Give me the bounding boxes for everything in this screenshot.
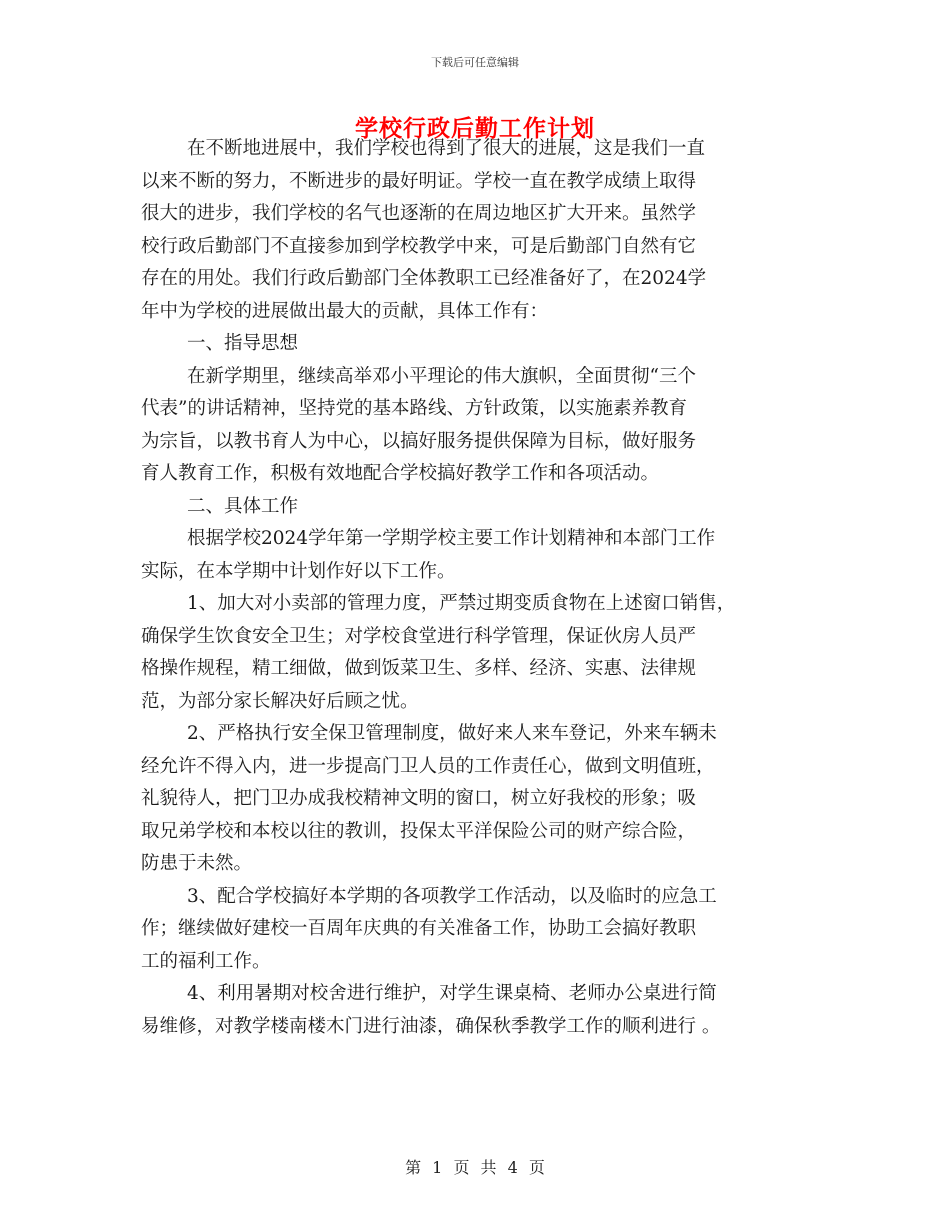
text-line: 校行政后勤部门不直接参加到学校教学中来，可是后勤部门自然有它 (141, 235, 697, 257)
text-line: 在不断地进展中，我们学校也得到了很大的进展，这是我们一直 (187, 138, 706, 159)
text-line: 确保学生饮食安全卫生；对学校食堂进行科学管理，保证伙房人员严 (141, 625, 697, 647)
document-body (141, 133, 821, 1043)
text-line: 作；继续做好建校一百周年庆典的有关准备工作，协助工会搞好教职 (141, 918, 697, 939)
text-line: 取兄弟学校和本校以往的教训，投保太平洋保险公司的财产综合险， (141, 820, 697, 842)
text-line: 2、严格执行安全保卫管理制度，做好来人来车登记，外来车辆未 (187, 723, 717, 744)
text-line: 很大的进步，我们学校的名气也逐渐的在周边地区扩大开来。虽然学 (141, 203, 697, 224)
text-line: 二、具体工作 (187, 495, 299, 517)
text-line: 根据学校2024学年第一学期学校主要工作计划精神和本部门工作 (187, 528, 716, 549)
text-line: 范，为部分家长解决好后顾之忧。 (141, 690, 419, 712)
text-line: 工的福利工作。 (141, 950, 271, 972)
text-line: 以来不断的努力，不断进步的最好明证。学校一直在教学成绩上取得 (141, 170, 697, 192)
text-line: 年中为学校的进展做出最大的贡献，具体工作有： (141, 300, 549, 322)
page-footer: 第 1 页 共 4 页 (405, 1158, 545, 1177)
text-line: 礼貌待人，把门卫办成我校精神文明的窗口，树立好我校的形象；吸 (141, 788, 697, 809)
text-line: 代表”的讲话精神，坚持党的基本路线、方针政策，以实施素养教育 (141, 398, 687, 419)
document-title: 学校行政后勤工作计划 (355, 115, 595, 142)
text-line: 为宗旨，以教书育人为中心，以搞好服务提供保障为目标，做好服务 (141, 430, 697, 452)
text-line: 存在的用处。我们行政后勤部门全体教职工已经准备好了，在2024学 (141, 268, 707, 289)
text-line: 经允许不得入内，进一步提高门卫人员的工作责任心，做到文明值班， (141, 755, 715, 777)
text-line: 格操作规程，精工细做，做到饭菜卫生、多样、经济、实惠、法律规 (141, 658, 697, 679)
text-line: 易维修，对教学楼南楼木门进行油漆，确保秋季教学工作的顺利进行 。 (141, 1015, 721, 1037)
text-line: 一、指导思想 (187, 333, 299, 354)
text-line: 育人教育工作，积极有效地配合学校搞好教学工作和各项活动。 (141, 463, 660, 484)
text-line: 4、利用暑期对校舍进行维护，对学生课桌椅、老师办公桌进行简 (187, 983, 717, 1004)
text-line: 实际，在本学期中计划作好以下工作。 (141, 560, 456, 582)
text-line: 3、配合学校搞好本学期的各项教学工作活动，以及临时的应急工 (187, 885, 717, 907)
text-line: 1、加大对小卖部的管理力度，严禁过期变质食物在上述窗口销售， (187, 593, 736, 614)
text-line: 在新学期里，继续高举邓小平理论的伟大旗帜，全面贯彻“三个 (187, 365, 696, 387)
text-line: 防患于未然。 (141, 853, 253, 874)
header-note: 下载后可任意编辑 (431, 56, 519, 69)
